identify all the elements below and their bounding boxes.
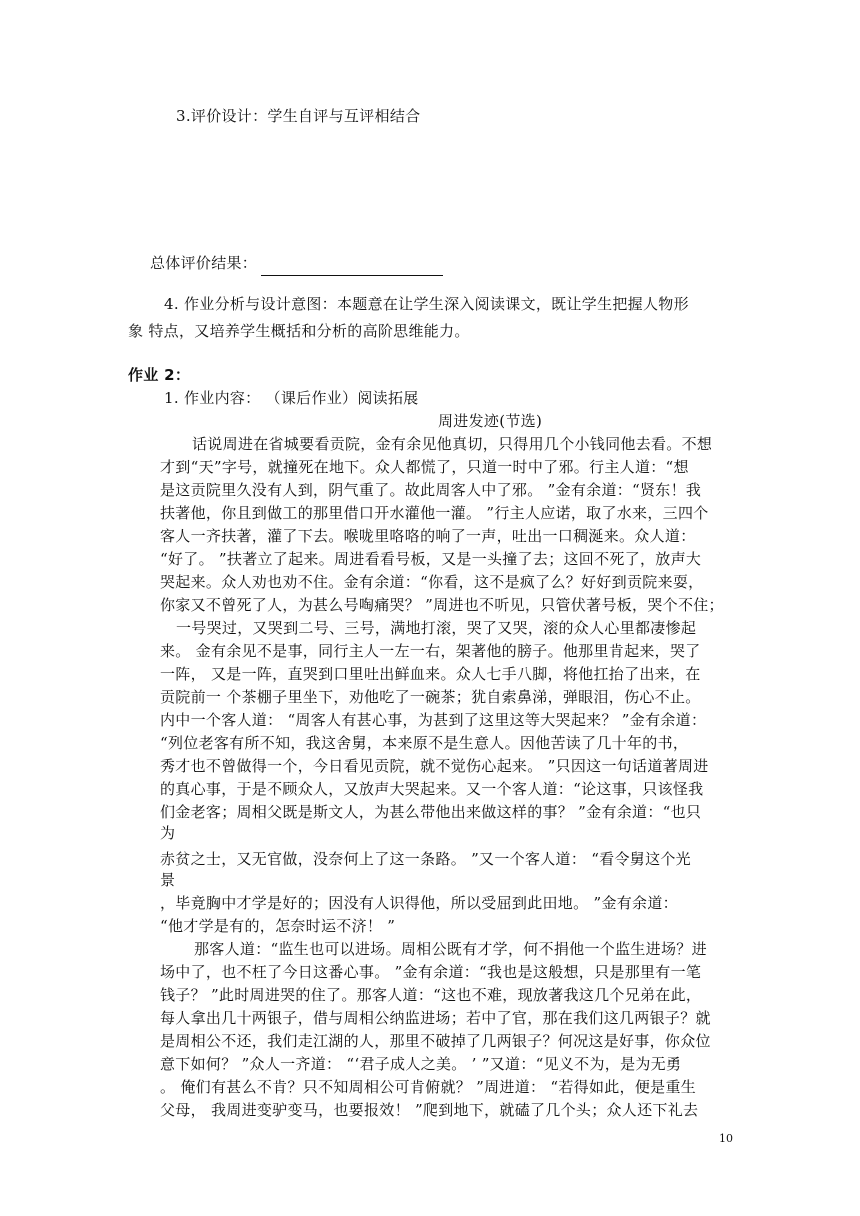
passage-line: 一阵， 又是一阵，直哭到口里吐出鲜血来。众人七手八脚，将他扛抬了出来，在 [160,665,701,683]
passage-line: 意下如何？ ”众人一齐道： “‘君子成人之美。 ’ ”又道：“见义不为，是为无勇 [160,1055,682,1073]
passage-line: 来。 金有余见不是事，同行主人一左一右，架著他的膀子。他那里肯起来，哭了 [160,642,701,660]
passage-line: 钱子？ ”此时周进哭的住了。那客人道：“这也不难，现放著我这几个兄弟在此， [160,986,702,1004]
passage-line: 是这贡院里久没有人到，阴气重了。故此周客人中了邪。 ”金有余道：“贤东！我 [160,481,702,499]
passage-line: 。 俺们有甚么不肯？只不知周相公可肯俯就？ ”周进道： “若得如此，便是重生 [160,1078,697,1096]
passage-line: 场中了，也不枉了今日这番心事。 ”金有余道：“我也是这般想，只是那里有一笔 [160,963,702,981]
passage-line: “好了。 ”扶著立了起来。周进看看号板，又是一头撞了去；这回不死了，放声大 [160,550,702,568]
passage-line: 秀才也不曾做得一个，今日看见贡院，就不觉伤心起来。 ”只因这一句话道著周进 [160,757,709,775]
passage-line: 那客人道：“监生也可以进场。周相公既有才学，何不捐他一个监生进场？进 [194,940,707,958]
overall-evaluation-label: 总体评价结果： [150,254,258,272]
homework-2-heading: 作业 2： [128,366,191,384]
passage-line: 的真心事，于是不顾众人，又放声大哭起来。又一个客人道：“论这事，只该怪我 [160,780,704,798]
passage-line: 话说周进在省城要看贡院，金有余见他真切，只得用几个小钱同他去看。不想 [192,435,713,453]
answer-blank-line [261,257,443,276]
passage-line: 贡院前一 个茶棚子里坐下，劝他吃了一碗茶；犹自索鼻涕，弹眼泪，伤心不止。 [160,688,701,706]
passage-line: 是周相公不还，我们走江湖的人，那里不破掉了几两银子？何况这是好事，你众位 [160,1032,711,1050]
analysis-line-2: 象 特点，又培养学生概括和分析的高阶思维能力。 [128,322,470,340]
passage-line: 才到“天”字号，就撞死在地下。众人都慌了，只道一时中了邪。行主人道：“想 [160,458,689,476]
analysis-line-1: 4. 作业分析与设计意图：本题意在让学生深入阅读课文，既让学生把握人物形 [164,295,689,313]
passage-line: 每人拿出几十两银子，借与周相公纳监进场；若中了官，那在我们这几两银子？就 [160,1009,711,1027]
passage-line: 扶著他，你且到做工的那里借口开水灌他一灌。 ”行主人应诺，取了水来，三四个 [160,504,709,522]
passage-line: 父母， 我周进变驴变马，也要报效！ ”爬到地下，就磕了几个头；众人还下礼去 [160,1101,699,1119]
passage-line: 内中一个客人道： “周客人有甚心事，为甚到了这里这等大哭起来？ ”金有余道： [160,711,707,729]
passage-line: 一号哭过，又哭到二号、三号，满地打滚，哭了又哭，滚的众人心里都凄惨起 [176,619,697,637]
passage-line: ，毕竟胸中才学是好的；因没有人识得他，所以受屈到此田地。 ”金有余道： [160,894,678,912]
evaluation-design: 3.评价设计：学生自评与互评相结合 [176,107,421,125]
passage-line: 哭起来。众人劝也劝不住。金有余道：“你看，这不是疯了么？好好到贡院来耍， [160,573,704,591]
page-number: 10 [719,1132,733,1145]
passage-line: 景 [160,871,176,889]
passage-title: 周进发迹(节选) [438,412,543,430]
passage-line: 赤贫之士，又无官做，没奈何上了这一条路。 ”又一个客人道： “看令舅这个光 [160,850,691,868]
passage-line: 们金老客；周相父既是斯文人，为甚么带他出来做这样的事？ ”金有余道：“也只 [160,803,702,821]
passage-line: 为 [160,824,176,842]
homework-content-line: 1. 作业内容： （课后作业）阅读拓展 [164,389,419,407]
passage-line: “列位老客有所不知，我这舍舅，本来原不是生意人。因他苦读了几十年的书， [160,734,689,752]
passage-line: “他才学是有的，怎奈时运不济！ ” [160,917,396,935]
passage-line: 客人一齐扶著，灌了下去。喉咙里咯咯的响了一声，吐出一口稠涎来。众人道： [160,527,696,545]
passage-line: 你家又不曾死了人，为甚么号啕痛哭？ ”周进也不听见，只管伏著号板，哭个不住； [160,596,724,614]
overall-evaluation [150,251,443,276]
